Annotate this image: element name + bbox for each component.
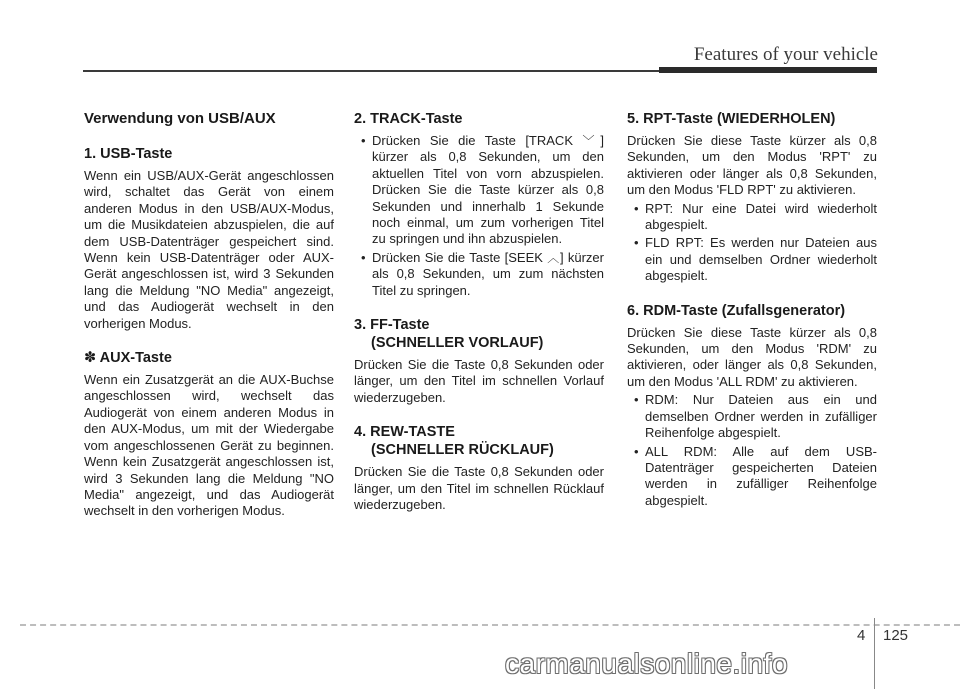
list-item: • FLD RPT: Es werden nur Dateien aus ein und demselben Ordner wiederholt abgespielt. bbox=[627, 235, 877, 284]
track-list bbox=[354, 133, 604, 299]
page-number: 125 bbox=[883, 627, 909, 644]
header-rule-accent bbox=[659, 67, 877, 73]
rpt-heading: 5. RPT-Taste (WIEDERHOLEN) bbox=[627, 111, 836, 127]
rpt-text: Drücken Sie diese Taste kürzer als 0,8 Sekunden, um den Modus 'RPT' zu aktivieren oder länger als 0,8 Sekunden, um den Modus 'FLD RPT' zu aktivieren. bbox=[627, 133, 877, 198]
header-title: Features of your vehicle bbox=[693, 44, 878, 65]
rew-heading-line2: (SCHNELLER RÜCKLAUF) bbox=[371, 442, 554, 459]
track-item-text-rest: ] kürzer als 0,8 Sekunden, um den aktuellen Titel von vorn abzuspielen. Drücken Sie die Taste kürzer als 0,8 Sekunden und innerhalb 1 Sekunde noch einmal, um zum vorherigen Titel zu springen und ihn abzuspielen. bbox=[372, 133, 604, 247]
column-middle bbox=[354, 110, 604, 531]
rdm-text: Drücken Sie diese Taste kürzer als 0,8 Sekunden, um den Modus 'RDM' zu aktivieren, oder länger als 0,8 Sekunden, um den Modus 'ALL RDM' zu aktivieren. bbox=[627, 324, 877, 389]
rew-heading bbox=[354, 423, 604, 459]
aux-heading: ✽ AUX-Taste bbox=[84, 350, 172, 367]
rpt-list bbox=[627, 201, 877, 285]
aux-text: Wenn ein Zusatzgerät an die AUX-Buchse angeschlossen wird, wechselt das Audiogerät von einem anderen Modus in den AUX-Modus, um mit der Wiedergabe vom angeschlossenen Gerät zu beginnen. Wenn kein Zusatzgerät angeschlossen ist, wird 3 Sekunden lang die Meldung "NO Media" angezeigt, und das Audiogerät wechselt in den vorherigen Modus. bbox=[84, 372, 334, 519]
seek-item-text: Drücken Sie die Taste [SEEK bbox=[372, 249, 548, 265]
list-item bbox=[354, 250, 604, 299]
ff-text: Drücken Sie die Taste 0,8 Sekunden oder länger, um den Titel im schnellen Vorlauf wiederzugeben. bbox=[354, 357, 604, 405]
column-left bbox=[84, 110, 334, 537]
track-heading: 2. TRACK-Taste bbox=[354, 111, 463, 127]
usb-text: Wenn ein USB/AUX-Gerät angeschlossen wird, schaltet das Gerät von einem anderen Modus in den USB/AUX-Modus, um die Musikdateien abzuspielen, die auf dem USB-Datenträger gespeichert sind. Wenn kein USB-Datenträger oder AUX-Gerät angeschlossen ist, wird 3 Sekunden lang die Meldung "NO Media" angezeigt, und das Audiogerät wechselt in den vorherigen Modus. bbox=[84, 168, 334, 331]
rdm-list bbox=[627, 392, 877, 509]
list-item: • RPT: Nur eine Datei wird wiederholt abgespielt. bbox=[627, 201, 877, 234]
column-right bbox=[627, 110, 877, 526]
ff-heading-line1: 3. FF-Taste bbox=[354, 317, 430, 334]
track-item-text: Drücken Sie die Taste [TRACK bbox=[372, 133, 583, 148]
list-item: • RDM: Nur Dateien aus ein und demselben Ordner werden in zufälliger Reihenfolge abgespielt. bbox=[627, 392, 877, 441]
list-item: • ALL RDM: Alle auf dem USB-Datenträger gespeicherten Dateien werden in zufälliger Reihenfolge abgespielt. bbox=[627, 444, 877, 510]
chapter-number: 4 bbox=[857, 627, 866, 644]
footer-rule bbox=[20, 624, 960, 626]
ff-heading bbox=[354, 316, 604, 352]
rdm-heading: 6. RDM-Taste (Zufallsgenerator) bbox=[627, 302, 846, 319]
ff-heading-line2: (SCHNELLER VORLAUF) bbox=[371, 335, 544, 352]
usb-heading: 1. USB-Taste bbox=[84, 146, 173, 162]
chevron-up-icon: ︿ bbox=[547, 250, 560, 265]
rew-heading-line1: 4. REW-TASTE bbox=[354, 424, 455, 441]
list-item bbox=[354, 133, 604, 248]
page-separator bbox=[874, 618, 875, 689]
rew-text: Drücken Sie die Taste 0,8 Sekunden oder länger, um den Titel im schnellen Rücklauf wiederzugeben. bbox=[354, 464, 604, 513]
watermark: carmanualsonline.info bbox=[505, 648, 788, 679]
chevron-down-icon: ﹀ bbox=[582, 134, 601, 148]
section-heading: Verwendung von USB/AUX bbox=[84, 110, 276, 127]
seek-item-text-rest: ] kürzer als 0,8 Sekunden, um zum nächsten Titel zu springen. bbox=[372, 249, 604, 298]
